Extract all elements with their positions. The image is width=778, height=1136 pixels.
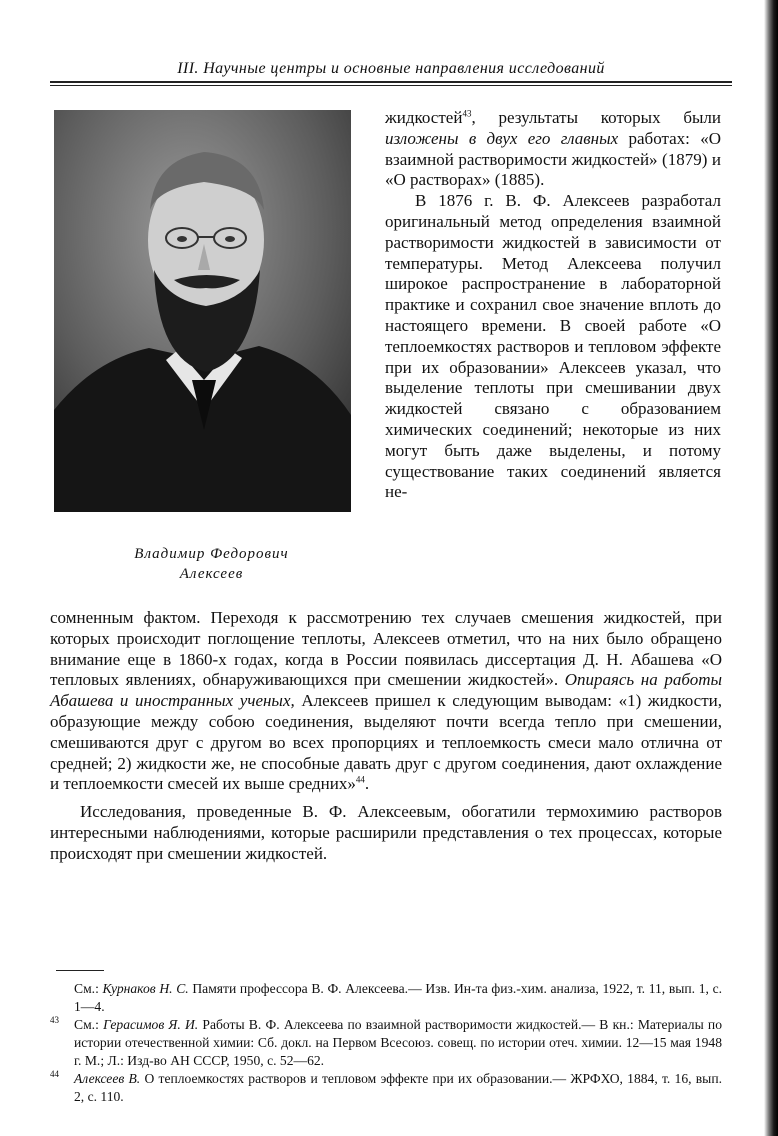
footnote: 43 См.: Герасимов Я. И. Работы В. Ф. Алексеева по взаимной растворимости жидкостей.— В кн.: Материалы по истории отечественной химии: Сб. докл. на Первом Всесоюз. совещ. по истории отеч. химии. 12—15 мая 1948 г. М.; Л.: Изд-во АН СССР, 1950, с. 52—62. [50,1015,722,1068]
text-run: Алексеев пришел к следующим выводам: «1) жидкости, образующие между собою соединения, выделяют почти всегда тепло при смешении, смешиваются друг с другом во всех пропорциях и теплоемкость смеси мало отлична от средней; 2) жидкости же, не способные давать друг с другом соединения, дают охлаждение и теплоемкости смесей их выше средних» [50,691,722,794]
caption-line-1: Владимир Федорович [134,546,289,562]
portrait-photo [54,110,351,512]
portrait-illustration [54,110,351,512]
footnote-prefix: См.: [74,1017,104,1032]
caption-line-2: Алексеев [179,566,244,582]
full-width-text [50,608,722,865]
photo-caption [54,544,369,584]
header-rule [50,81,732,83]
text-run: жидкостей [385,108,463,127]
italic-text-run: Опираясь на работы Абашева и иностранных ученых, [50,670,722,711]
page-edge-shadow [764,0,778,1136]
header-rule-thin [50,85,732,86]
paragraph-3: Исследования, проведенные В. Ф. Алексеевым, обогатили термохимию растворов интересными наблюдениями, которые расширили представления о тех процессах, которые происходят при смешении жидкостей. [50,802,722,863]
running-header: III. Научные центры и основные направления исследований [177,60,605,77]
footnotes [50,980,722,1106]
paragraph-2-continued [50,608,722,795]
footnote-text: Работы В. Ф. Алексеева по взаимной растворимости жидкостей.— В кн.: Материалы по истории отечественной химии: Сб. докл. на Первом Всесоюз. совещ. по истории отеч. химии. 12—15 мая 1948 г. М.; Л.: Изд-во АН СССР, 1950, с. 52—62. [74,1017,722,1068]
footnote-text: О теплоемкостях растворов и тепловом эффекте при их образовании.— ЖРФХО, 1884, т. 16, вып. 2, с. 110. [74,1071,722,1104]
paragraph-2: В 1876 г. В. Ф. Алексеев разработал оригинальный метод определения взаимной растворимости жидкостей в зависимости от температуры. Метод Алексеева получил широкое распространение в лабораторной практике и сохранил свое значение вплоть до настоящего времени. В своей работе «О теплоемкостях растворов и тепловом эффекте при их образовании» Алексеев указал, что выделение теплоты при смешивании двух жидкостей связано с образованием химических соединений; некоторые из них могут быть даже выделены, и потому существование таких соединений является не- [385,191,721,502]
footnote: 44 Алексеев В. О теплоемкостях растворов и тепловом эффекте при их образовании.— ЖРФХО, 1884, т. 16, вып. 2, с. 110. [50,1069,722,1104]
text-run: сомненным фактом. Переходя к рассмотрению тех случаев смешения жидкостей, при которых происходит поглощение теплоты, Алексеев отметил, что на них было обращено внимание еще в 1860-х годах, когда в России появилась диссертация Д. Н. Абашева «О тепловых явлениях, обнаруживающихся при смешении жидкостей». [50,608,722,690]
paragraph-1 [385,108,721,191]
footnote-author: Герасимов Я. И. [103,1017,199,1032]
footnote-ref-43: 43 [462,108,472,119]
right-column-text [385,108,721,503]
footnote-text: Памяти профессора В. Ф. Алексеева.— Изв. Ин-та физ.-хим. анализа, 1922, т. 11, вып. 1, с. 1—4. [74,981,723,1014]
footnote-ref-44: 44 [355,774,365,785]
italic-text-run: изложены в двух его главных [385,128,619,148]
footnote-author: Курнаков Н. С. [102,981,189,996]
footnote-author: Алексеев В. [74,1071,141,1086]
footnote [50,980,722,1016]
text-run: . [364,774,370,794]
footnote-prefix: См.: [74,981,103,996]
text-run: , результаты которых были [471,108,721,127]
footnote-separator [56,970,104,971]
text-run: работах: «О взаимной растворимости жидкостей» (1879) и «О растворах» (1885). [385,128,721,190]
